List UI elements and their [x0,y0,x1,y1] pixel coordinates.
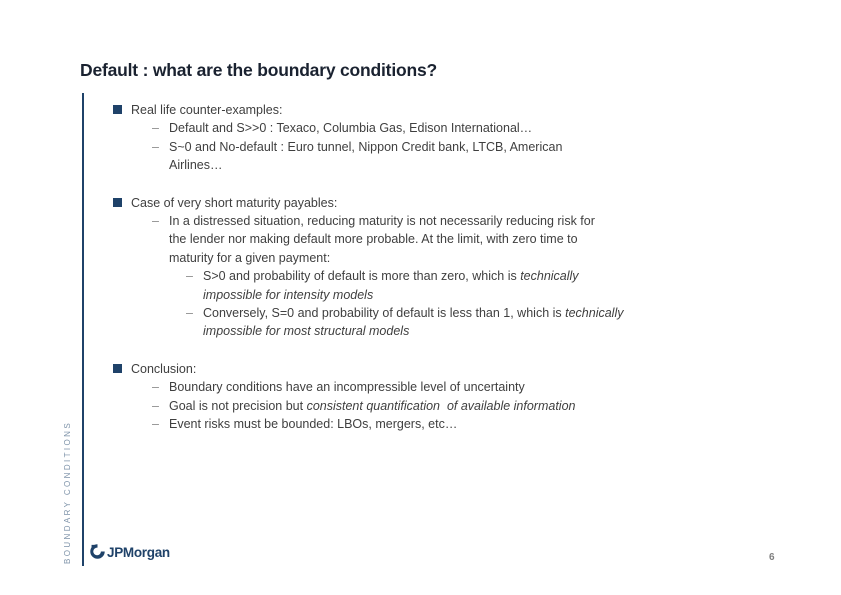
bullet-item [186,304,761,341]
content-block [113,194,761,341]
bullet-square-icon [113,105,122,114]
dash-bullet-icon: – [152,214,159,229]
block-heading: Real life counter-examples: [131,103,283,117]
bullet-item [152,212,761,267]
jpmorgan-logo-icon [89,543,106,560]
page-title: Default : what are the boundary conditions? [80,60,437,80]
dash-bullet-icon: – [186,306,193,321]
text-run: Conversely, S=0 and probability of default is less than 1, which is [203,306,566,321]
text-run: In a distressed situation, reducing maturity is not necessarily reducing risk for [169,214,595,229]
text-line [203,267,761,285]
dash-bullet-icon: – [152,398,159,413]
text-run: technically [520,269,579,284]
text-line [169,378,761,396]
dash-bullet-icon: – [152,121,159,136]
block-heading: Case of very short maturity payables: [131,195,338,210]
text-run: Airlines… [169,158,223,173]
page-number: 6 [769,552,775,563]
text-run: Default and S>>0 : Texaco, Columbia Gas, Edison International… [169,121,533,136]
text-line [169,415,761,433]
bullet-item-lines [169,138,761,175]
bullet-item [152,138,761,175]
text-run: Boundary conditions have an incompressible level of uncertainty [169,380,525,395]
text-run: S~0 and No-default : Euro tunnel, Nippon Credit bank, LTCB, American [169,139,563,154]
jpmorgan-logo-text: JPMorgan [107,545,170,560]
text-line [169,230,761,248]
text-line [169,138,761,156]
text-run: S>0 and probability of default is more than zero, which is [203,269,521,284]
bullet-item [152,415,761,433]
bullet-item-lines [169,378,761,396]
content-block [113,101,761,175]
block-heading-row [113,360,761,378]
content-blocks [113,101,761,434]
dash-bullet-icon: – [152,417,159,432]
text-run: the lender nor making default more probable. At the limit, with zero time to [169,232,578,247]
block-heading: Conclusion: [131,361,197,376]
bullet-square-icon [113,364,122,373]
bullet-item-lines [169,212,761,267]
bullet-item [186,267,761,304]
block-heading-row [113,194,761,212]
text-run: impossible for intensity models [203,287,374,302]
bullet-square-icon [113,198,122,207]
bullet-item-lines [203,304,761,341]
text-line [169,212,761,230]
text-run: impossible for most structural models [203,324,410,339]
text-run: consistent quantification of available information [306,398,576,413]
text-line [203,322,761,340]
text-line [169,119,761,137]
block-heading-row [113,101,761,119]
text-run: maturity for a given payment: [169,250,331,265]
sidebar-vertical-label: BOUNDARY CONDITIONS [63,420,72,564]
text-line [169,249,761,267]
text-line [169,397,761,415]
accent-vertical-divider [82,93,84,566]
content-block [113,360,761,434]
jpmorgan-logo [89,543,170,560]
bullet-item-lines [203,267,761,304]
dash-bullet-icon: – [186,269,193,284]
text-line [169,156,761,174]
bullet-item-lines [169,119,761,137]
text-run: Goal is not precision but [169,398,307,413]
text-line [203,286,761,304]
text-run: Event risks must be bounded: LBOs, mergers, etc… [169,417,458,432]
bullet-item-lines [169,415,761,433]
text-run: technically [565,306,624,321]
bullet-item [152,378,761,396]
bullet-item-lines [169,397,761,415]
bullet-item [152,119,761,137]
bullet-item [152,397,761,415]
dash-bullet-icon: – [152,139,159,154]
dash-bullet-icon: – [152,380,159,395]
text-line [203,304,761,322]
